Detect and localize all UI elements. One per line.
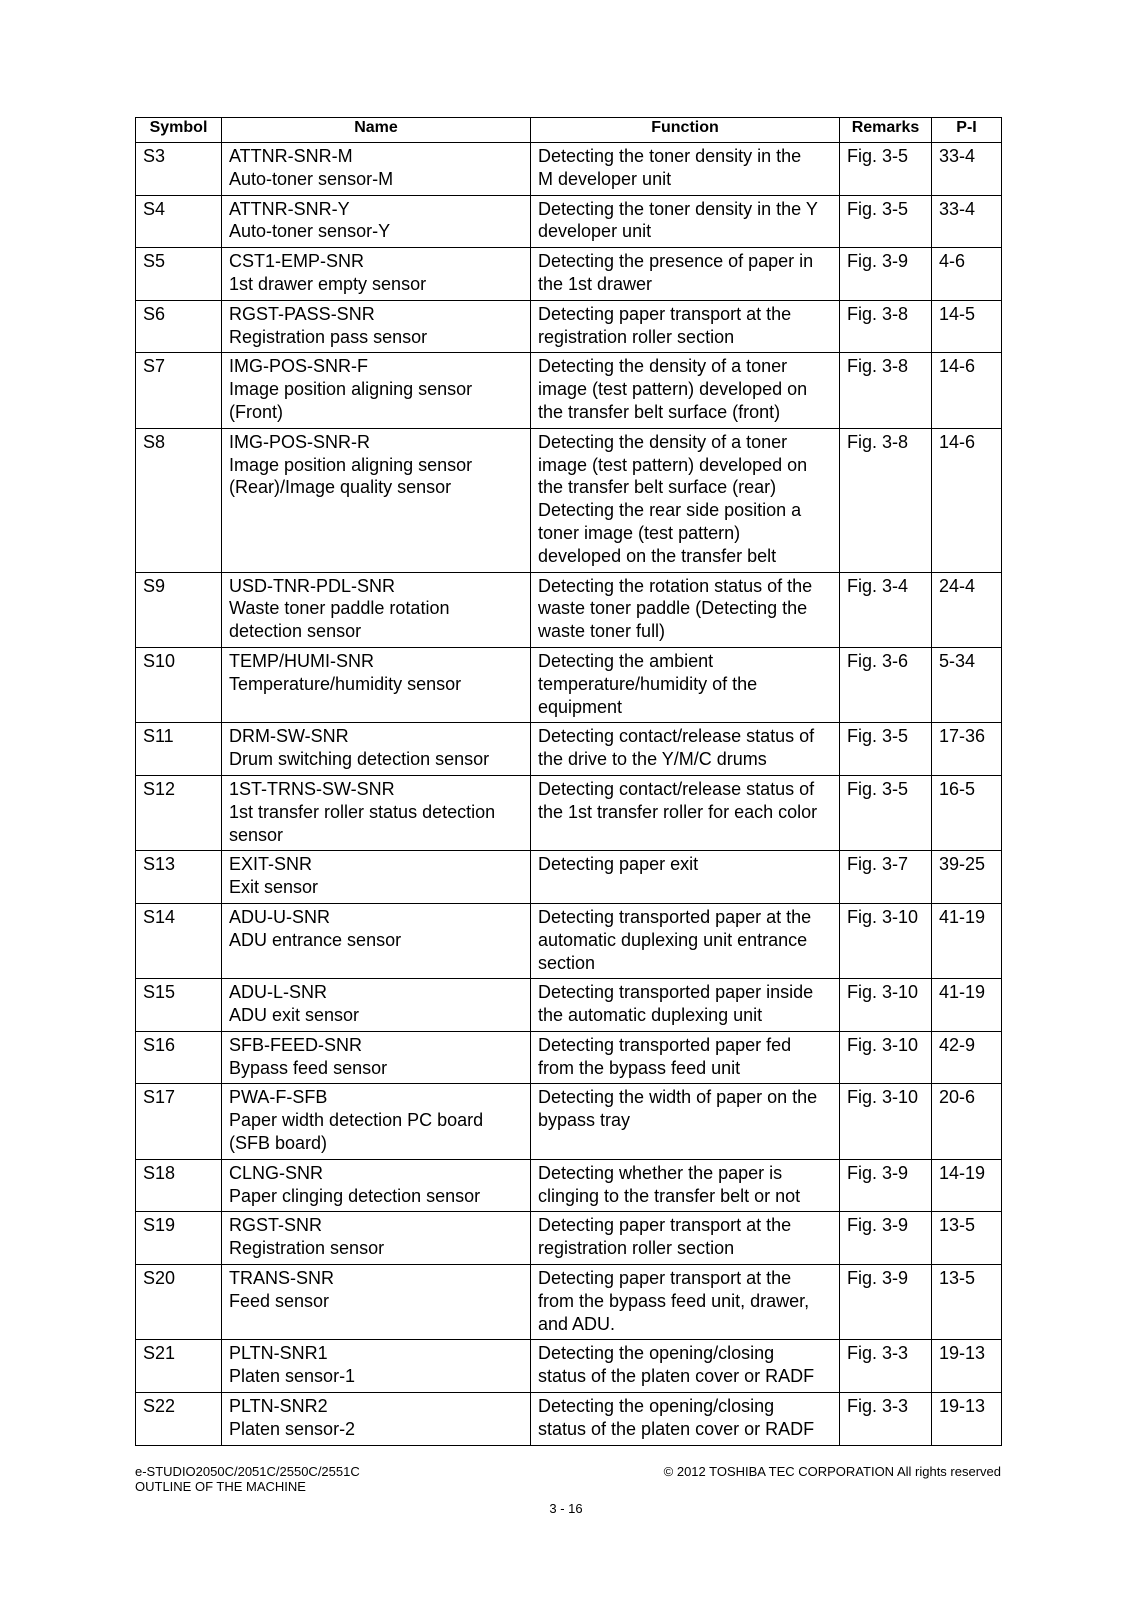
cell-name <box>222 1393 531 1446</box>
footer-copyright: © 2012 TOSHIBA TEC CORPORATION All rights reserved <box>663 1464 1001 1479</box>
cell-name <box>222 1084 531 1159</box>
cell-symbol: S21 <box>136 1340 222 1393</box>
cell-function <box>531 979 840 1032</box>
cell-remarks: Fig. 3-9 <box>840 248 932 301</box>
function-line: Detecting the presence of paper in <box>538 251 814 272</box>
cell-function <box>531 1265 840 1340</box>
cell-function <box>531 1212 840 1265</box>
function-line: Detecting the toner density in the <box>538 146 802 166</box>
cell-function <box>531 248 840 301</box>
name-line: Image position aligning sensor <box>229 379 473 400</box>
cell-pi: 33-4 <box>932 195 1002 248</box>
cell-name <box>222 1340 531 1393</box>
function-line: Detecting transported paper fed <box>538 1034 792 1055</box>
function-line: waste toner full) <box>538 621 666 642</box>
function-line: the 1st drawer <box>538 273 653 294</box>
name-line: RGST-SNR <box>229 1215 323 1236</box>
function-line: Detecting paper transport at the <box>538 303 792 324</box>
table-row <box>136 248 1002 301</box>
cell-remarks: Fig. 3-8 <box>840 353 932 428</box>
cell-name <box>222 775 531 850</box>
name-line: PLTN-SNR2 <box>229 1396 328 1417</box>
cell-function <box>531 1340 840 1393</box>
name-line: TRANS-SNR <box>229 1268 335 1289</box>
cell-name <box>222 428 531 572</box>
name-line: IMG-POS-SNR-F <box>229 356 368 377</box>
cell-remarks: Fig. 3-9 <box>840 1212 932 1265</box>
cell-remarks: Fig. 3-3 <box>840 1393 932 1446</box>
table-row <box>136 143 1002 196</box>
cell-symbol: S12 <box>136 775 222 850</box>
cell-function <box>531 903 840 978</box>
function-line: developed on the transfer belt <box>538 545 777 566</box>
name-line: RGST-PASS-SNR <box>229 303 375 324</box>
cell-name <box>222 979 531 1032</box>
name-line: ATTNR-SNR-Y <box>229 198 350 219</box>
cell-name <box>222 723 531 776</box>
page-number: 3 - 16 <box>549 1501 583 1516</box>
table-row <box>136 647 1002 722</box>
cell-pi: 20-6 <box>932 1084 1002 1159</box>
header-symbol: Symbol <box>136 118 222 143</box>
name-line: DRM-SW-SNR <box>229 726 349 747</box>
function-line: Detecting paper transport at the <box>538 1268 792 1289</box>
cell-name <box>222 1265 531 1340</box>
function-line: Detecting the opening/closing <box>538 1343 775 1364</box>
cell-pi: 39-25 <box>932 851 1002 904</box>
cell-symbol: S10 <box>136 647 222 722</box>
cell-function <box>531 572 840 647</box>
function-line: developer unit <box>538 221 652 242</box>
name-line: ADU-L-SNR <box>229 982 328 1003</box>
cell-remarks: Fig. 3-8 <box>840 428 932 572</box>
cell-name <box>222 1212 531 1265</box>
function-line: M developer unit <box>538 168 672 189</box>
cell-pi: 19-13 <box>932 1393 1002 1446</box>
function-line: clinging to the transfer belt or not <box>538 1185 801 1206</box>
name-line: PWA-F-SFB <box>229 1087 328 1108</box>
name-line: Registration pass sensor <box>229 326 428 347</box>
table-row <box>136 353 1002 428</box>
cell-symbol: S13 <box>136 851 222 904</box>
cell-function <box>531 723 840 776</box>
cell-remarks: Fig. 3-5 <box>840 775 932 850</box>
function-line: temperature/humidity of the <box>538 673 758 694</box>
sensor-table <box>135 117 1002 1446</box>
name-line: USD-TNR-PDL-SNR <box>229 575 395 596</box>
name-line: Paper clinging detection sensor <box>229 1185 481 1206</box>
table-row <box>136 1084 1002 1159</box>
cell-function <box>531 353 840 428</box>
function-line: from the bypass feed unit, drawer, <box>538 1290 810 1311</box>
name-line: PLTN-SNR1 <box>229 1343 328 1364</box>
cell-function <box>531 775 840 850</box>
cell-function <box>531 647 840 722</box>
name-line: 1ST-TRNS-SW-SNR <box>229 778 395 799</box>
function-line: Detecting whether the paper is <box>538 1162 783 1183</box>
cell-pi: 14-6 <box>932 353 1002 428</box>
cell-symbol: S14 <box>136 903 222 978</box>
table-row <box>136 1212 1002 1265</box>
cell-symbol: S7 <box>136 353 222 428</box>
function-line: the transfer belt surface (front) <box>538 401 781 422</box>
function-line: Detecting the toner density in the Y <box>538 198 818 219</box>
table-row <box>136 979 1002 1032</box>
cell-remarks: Fig. 3-10 <box>840 1084 932 1159</box>
function-line: toner image (test pattern) <box>538 522 741 543</box>
cell-name <box>222 248 531 301</box>
cell-symbol: S18 <box>136 1159 222 1212</box>
function-line: registration roller section <box>538 326 735 347</box>
table-row <box>136 775 1002 850</box>
function-line: Detecting the opening/closing <box>538 1396 775 1417</box>
cell-pi: 4-6 <box>932 248 1002 301</box>
cell-pi: 17-36 <box>932 723 1002 776</box>
header-pi: P-I <box>932 118 1002 143</box>
cell-pi: 14-19 <box>932 1159 1002 1212</box>
function-line: automatic duplexing unit entrance <box>538 929 808 950</box>
cell-remarks: Fig. 3-10 <box>840 903 932 978</box>
header-name: Name <box>222 118 531 143</box>
cell-name <box>222 903 531 978</box>
cell-name <box>222 300 531 353</box>
cell-pi: 33-4 <box>932 143 1002 196</box>
table-row <box>136 572 1002 647</box>
function-line: Detecting the density of a toner <box>538 431 788 452</box>
name-line: Exit sensor <box>229 877 319 898</box>
function-line: Detecting the rear side position a <box>538 500 802 521</box>
cell-remarks: Fig. 3-10 <box>840 1031 932 1084</box>
cell-symbol: S3 <box>136 143 222 196</box>
cell-function <box>531 195 840 248</box>
function-line: the 1st transfer roller for each color <box>538 801 818 822</box>
function-line: image (test pattern) developed on <box>538 379 808 400</box>
function-line: the transfer belt surface (rear) <box>538 477 777 498</box>
cell-symbol: S4 <box>136 195 222 248</box>
name-line: (Rear)/Image quality sensor <box>229 477 452 498</box>
header-function: Function <box>531 118 840 143</box>
cell-name <box>222 353 531 428</box>
function-line: the drive to the Y/M/C drums <box>538 749 767 770</box>
name-line: Platen sensor-1 <box>229 1366 356 1387</box>
function-line: section <box>538 952 596 973</box>
function-line: Detecting the ambient <box>538 650 714 671</box>
cell-name <box>222 1159 531 1212</box>
function-line: Detecting paper exit <box>538 854 699 875</box>
cell-remarks: Fig. 3-8 <box>840 300 932 353</box>
function-line: equipment <box>538 696 623 717</box>
function-line: bypass tray <box>538 1110 631 1131</box>
cell-name <box>222 1031 531 1084</box>
name-line: CLNG-SNR <box>229 1162 324 1183</box>
cell-function <box>531 1084 840 1159</box>
cell-symbol: S11 <box>136 723 222 776</box>
cell-function <box>531 428 840 572</box>
name-line: EXIT-SNR <box>229 854 313 875</box>
footer-model: e-STUDIO2050C/2051C/2550C/2551C <box>135 1464 360 1479</box>
name-line: Image position aligning sensor <box>229 454 473 475</box>
name-line: ADU entrance sensor <box>229 929 402 950</box>
table-row <box>136 1159 1002 1212</box>
function-line: Detecting contact/release status of <box>538 726 815 747</box>
table-header-row <box>136 118 1002 143</box>
cell-pi: 41-19 <box>932 979 1002 1032</box>
name-line: detection sensor <box>229 621 362 642</box>
name-line: TEMP/HUMI-SNR <box>229 650 374 671</box>
name-line: Drum switching detection sensor <box>229 749 490 770</box>
cell-name <box>222 195 531 248</box>
cell-remarks: Fig. 3-3 <box>840 1340 932 1393</box>
function-line: status of the platen cover or RADF <box>538 1366 815 1387</box>
cell-symbol: S6 <box>136 300 222 353</box>
name-line: IMG-POS-SNR-R <box>229 431 370 452</box>
table-row <box>136 723 1002 776</box>
cell-symbol: S16 <box>136 1031 222 1084</box>
cell-pi: 41-19 <box>932 903 1002 978</box>
cell-symbol: S8 <box>136 428 222 572</box>
cell-pi: 19-13 <box>932 1340 1002 1393</box>
cell-remarks: Fig. 3-6 <box>840 647 932 722</box>
cell-function <box>531 1031 840 1084</box>
cell-name <box>222 647 531 722</box>
function-line: status of the platen cover or RADF <box>538 1418 815 1439</box>
function-line: Detecting the width of paper on the <box>538 1087 818 1108</box>
function-line: the automatic duplexing unit <box>538 1005 763 1026</box>
cell-remarks: Fig. 3-5 <box>840 143 932 196</box>
cell-function <box>531 851 840 904</box>
cell-name <box>222 851 531 904</box>
function-line: image (test pattern) developed on <box>538 454 808 475</box>
function-line: Detecting contact/release status of <box>538 778 815 799</box>
table-body <box>136 143 1002 1446</box>
name-line: Registration sensor <box>229 1238 385 1259</box>
cell-function <box>531 1393 840 1446</box>
name-line: sensor <box>229 824 284 845</box>
name-line: ADU exit sensor <box>229 1005 360 1026</box>
cell-remarks: Fig. 3-5 <box>840 723 932 776</box>
table-row <box>136 903 1002 978</box>
cell-symbol: S19 <box>136 1212 222 1265</box>
cell-function <box>531 1159 840 1212</box>
footer-section: OUTLINE OF THE MACHINE <box>135 1479 306 1494</box>
cell-pi: 13-5 <box>932 1212 1002 1265</box>
name-line: (Front) <box>229 401 283 422</box>
cell-symbol: S22 <box>136 1393 222 1446</box>
name-line: CST1-EMP-SNR <box>229 251 365 272</box>
function-line: Detecting transported paper inside <box>538 982 814 1003</box>
cell-remarks: Fig. 3-9 <box>840 1159 932 1212</box>
name-line: SFB-FEED-SNR <box>229 1034 363 1055</box>
table-row <box>136 1031 1002 1084</box>
function-line: Detecting the rotation status of the <box>538 575 813 596</box>
cell-symbol: S15 <box>136 979 222 1032</box>
cell-pi: 16-5 <box>932 775 1002 850</box>
cell-pi: 42-9 <box>932 1031 1002 1084</box>
function-line: and ADU. <box>538 1313 616 1334</box>
cell-remarks: Fig. 3-9 <box>840 1265 932 1340</box>
cell-remarks: Fig. 3-4 <box>840 572 932 647</box>
table-row <box>136 195 1002 248</box>
function-line: Detecting the density of a toner <box>538 356 788 377</box>
function-line: Detecting transported paper at the <box>538 906 812 927</box>
function-line: from the bypass feed unit <box>538 1057 741 1078</box>
name-line: Temperature/humidity sensor <box>229 673 462 694</box>
table-row <box>136 300 1002 353</box>
table-row <box>136 1393 1002 1446</box>
cell-pi: 24-4 <box>932 572 1002 647</box>
table-row <box>136 1340 1002 1393</box>
table-row <box>136 428 1002 572</box>
table-row <box>136 851 1002 904</box>
name-line: Waste toner paddle rotation <box>229 598 450 619</box>
table-row <box>136 1265 1002 1340</box>
function-line: waste toner paddle (Detecting the <box>538 598 808 619</box>
cell-remarks: Fig. 3-10 <box>840 979 932 1032</box>
function-line: Detecting paper transport at the <box>538 1215 792 1236</box>
cell-function <box>531 300 840 353</box>
function-line: registration roller section <box>538 1238 735 1259</box>
cell-symbol: S17 <box>136 1084 222 1159</box>
name-line: Bypass feed sensor <box>229 1057 388 1078</box>
cell-pi: 14-5 <box>932 300 1002 353</box>
name-line: 1st drawer empty sensor <box>229 273 427 294</box>
cell-symbol: S20 <box>136 1265 222 1340</box>
cell-name <box>222 143 531 196</box>
cell-name <box>222 572 531 647</box>
name-line: Platen sensor-2 <box>229 1418 356 1439</box>
cell-remarks: Fig. 3-5 <box>840 195 932 248</box>
name-line: ADU-U-SNR <box>229 906 330 927</box>
name-line: Auto-toner sensor-M <box>229 168 394 189</box>
cell-remarks: Fig. 3-7 <box>840 851 932 904</box>
name-line: Feed sensor <box>229 1290 330 1311</box>
cell-symbol: S9 <box>136 572 222 647</box>
name-line: 1st transfer roller status detection <box>229 801 496 822</box>
name-line: ATTNR-SNR-M <box>229 146 353 166</box>
name-line: (SFB board) <box>229 1133 328 1154</box>
name-line: Auto-toner sensor-Y <box>229 221 391 242</box>
cell-function <box>531 143 840 196</box>
cell-pi: 14-6 <box>932 428 1002 572</box>
cell-pi: 5-34 <box>932 647 1002 722</box>
name-line: Paper width detection PC board <box>229 1110 484 1131</box>
cell-pi: 13-5 <box>932 1265 1002 1340</box>
header-remarks: Remarks <box>840 118 932 143</box>
cell-symbol: S5 <box>136 248 222 301</box>
